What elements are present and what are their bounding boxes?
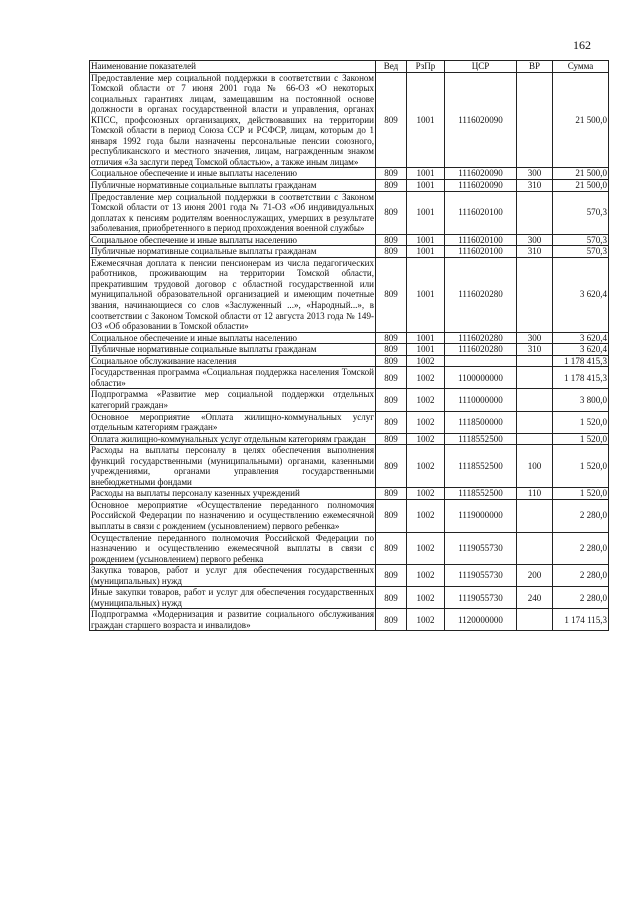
table-row [90,332,609,344]
table-row [90,191,609,234]
row-vr-cell [517,72,553,168]
row-rzpr-cell: 1001 [407,246,445,258]
row-name-cell: Ежемесячная доплата к пенсии пенсионерам из числа педагогических работников, проживающим на территории Томской области, прекратившим трудовой договор с областной государственной или муниципальной образовательной организацией и имеющим почетные звания, начинающиеся со слов «Заслуженный ...», «Народный...», в соответствии с Законом Томской области от 12 августа 2013 года № 149-ОЗ «Об образовании в Томской области» [91,257,374,332]
row-ved-cell: 809 [376,445,407,488]
row-rzpr-cell: 1001 [407,72,445,168]
row-ved-cell: 809 [376,389,407,411]
table-row [90,344,609,356]
row-vr-cell [517,499,553,532]
row-vr-cell [517,411,553,433]
row-name-cell: Социальное обеспечение и иные выплаты населению [90,234,376,246]
row-name-cell: Расходы на выплаты персоналу казенных учреждений [90,488,376,500]
row-name-cell: Расходы на выплаты персоналу в целях обеспечения выполнения функций государственными (муниципальными) органами, казенными учреждениями, органами управления государственными внебюджетными фондами [91,445,374,487]
row-name-cell: Социальное обеспечение и иные выплаты населению [90,332,376,344]
row-rzpr-cell: 1002 [407,587,445,609]
row-name-cell: Публичные нормативные социальные выплаты гражданам [90,180,376,192]
table-row [90,389,609,411]
row-ved-cell: 809 [376,609,407,631]
row-ved-cell: 809 [376,367,407,389]
table-row [90,433,609,445]
row-csr-cell: 1119055730 [445,532,517,565]
table-row [90,609,609,631]
row-rzpr-cell: 1001 [407,168,445,180]
row-rzpr-cell: 1002 [407,532,445,565]
row-sum-cell: 1 178 415,3 [553,355,609,367]
row-rzpr-cell: 1001 [407,234,445,246]
table-row [90,411,609,433]
row-ved-cell: 809 [376,587,407,609]
row-vr-cell [517,257,553,332]
row-csr-cell: 1100000000 [445,367,517,389]
table-row [90,565,609,587]
row-csr-cell: 1116020090 [445,180,517,192]
row-ved-cell: 809 [376,499,407,532]
table-row [90,72,609,168]
row-csr-cell: 1119055730 [445,565,517,587]
row-name-cell: Публичные нормативные социальные выплаты гражданам [90,344,376,356]
row-sum-cell: 2 280,0 [553,565,609,587]
row-ved-cell: 809 [376,246,407,258]
row-sum-cell: 1 520,0 [553,411,609,433]
row-rzpr-cell: 1001 [407,191,445,234]
row-ved-cell: 809 [376,411,407,433]
row-ved-cell: 809 [376,532,407,565]
row-csr-cell: 1116020100 [445,234,517,246]
row-rzpr-cell: 1002 [407,367,445,389]
row-sum-cell: 1 520,0 [553,433,609,445]
table-row [90,246,609,258]
row-vr-cell: 310 [517,344,553,356]
row-sum-cell: 2 280,0 [553,532,609,565]
table-row [90,355,609,367]
row-rzpr-cell: 1002 [407,499,445,532]
row-vr-cell [517,433,553,445]
row-csr-cell: 1116020100 [445,246,517,258]
row-vr-cell [517,609,553,631]
row-rzpr-cell: 1001 [407,180,445,192]
row-csr-cell: 1116020280 [445,257,517,332]
header-sum: Сумма [553,61,609,73]
table-row [90,532,609,565]
row-vr-cell: 240 [517,587,553,609]
row-sum-cell: 1 520,0 [553,445,609,488]
row-csr-cell: 1118552500 [445,433,517,445]
row-sum-cell: 2 280,0 [553,587,609,609]
row-ved-cell: 809 [376,565,407,587]
row-csr-cell: 1116020280 [445,332,517,344]
row-name-cell: Социальное обеспечение и иные выплаты населению [90,168,376,180]
row-vr-cell: 300 [517,332,553,344]
table-row [90,488,609,500]
row-ved-cell: 809 [376,433,407,445]
row-sum-cell: 3 800,0 [553,389,609,411]
row-csr-cell: 1120000000 [445,609,517,631]
row-rzpr-cell: 1002 [407,411,445,433]
row-ved-cell: 809 [376,332,407,344]
row-rzpr-cell: 1001 [407,344,445,356]
row-sum-cell: 570,3 [553,246,609,258]
row-vr-cell [517,355,553,367]
row-sum-cell: 3 620,4 [553,344,609,356]
table-row [90,587,609,609]
row-name-cell: Основное мероприятие «Оплата жилищно-коммунальных услуг отдельным категориям граждан» [91,411,374,433]
row-rzpr-cell: 1002 [407,433,445,445]
budget-table [89,60,609,631]
header-name: Наименование показателей [90,61,376,73]
row-name-cell: Государственная программа «Социальная поддержка населения Томской области» [91,367,374,388]
row-rzpr-cell: 1002 [407,488,445,500]
header-csr: ЦСР [445,61,517,73]
row-csr-cell [445,355,517,367]
row-vr-cell [517,191,553,234]
row-sum-cell: 2 280,0 [553,499,609,532]
row-name-cell: Предоставление мер социальной поддержки в соответствии с Законом Томской области от 7 июня 2001 года № 66-ОЗ «О некоторых социальных гарантиях лицам, замещавшим на постоянной основе должности в органах государственной власти и управления, органах КПСС, профсоюзных организациях, действовавших на территории Томской области в период Союза ССР и РСФСР, лицам, которым до 1 января 1992 года были назначены персональные пенсии союзного, республиканского и местного значения, лицам, награжденным знаком отличия «За заслуги перед Томской областью», а также иным лицам» [91,72,374,167]
row-csr-cell: 1116020090 [445,72,517,168]
row-vr-cell: 200 [517,565,553,587]
row-ved-cell: 809 [376,344,407,356]
header-vr: ВР [517,61,553,73]
row-sum-cell: 570,3 [553,191,609,234]
row-sum-cell: 1 174 115,3 [553,609,609,631]
row-vr-cell [517,367,553,389]
row-ved-cell: 809 [376,488,407,500]
row-sum-cell: 3 620,4 [553,332,609,344]
row-csr-cell: 1118500000 [445,411,517,433]
table-row [90,168,609,180]
row-csr-cell: 1116020280 [445,344,517,356]
row-vr-cell: 300 [517,234,553,246]
row-rzpr-cell: 1002 [407,609,445,631]
row-vr-cell [517,532,553,565]
row-name-cell: Публичные нормативные социальные выплаты гражданам [90,246,376,258]
row-sum-cell: 21 500,0 [553,180,609,192]
table-row [90,257,609,332]
row-sum-cell: 21 500,0 [553,72,609,168]
row-rzpr-cell: 1002 [407,445,445,488]
row-name-cell: Иные закупки товаров, работ и услуг для обеспечения государственных (муниципальных) нужд [91,587,374,608]
row-name-cell: Основное мероприятие «Осуществление переданного полномочия Российской Федерации по назначению и осуществлению ежемесячной выплаты в связи с рождением (усыновлением) первого ребенка» [91,499,374,531]
row-name-cell: Социальное обслуживание населения [90,355,376,367]
table-row [90,234,609,246]
row-rzpr-cell: 1001 [407,332,445,344]
row-name-cell: Предоставление мер социальной поддержки в соответствии с Законом Томской области от 13 июня 2001 года № 71-ОЗ «Об индивидуальных доплатах к пенсиям родителям военнослужащих, умерших в результате заболевания, приобретенного в период прохождения военной службы» [91,191,374,234]
row-sum-cell: 570,3 [553,234,609,246]
header-ved: Вед [376,61,407,73]
table-row [90,499,609,532]
row-name-cell: Закупка товаров, работ и услуг для обеспечения государственных (муниципальных) нужд [91,565,374,586]
row-vr-cell [517,389,553,411]
row-name-cell: Осуществление переданного полномочия Российской Федерации по назначению и осуществлению ежемесячной выплаты в связи с рождением (усыновлением) первого ребенка [91,532,374,564]
row-rzpr-cell: 1002 [407,389,445,411]
row-vr-cell: 110 [517,488,553,500]
row-ved-cell: 809 [376,168,407,180]
row-ved-cell: 809 [376,355,407,367]
table-row [90,180,609,192]
table-header-row [90,61,609,73]
header-rzpr: РзПр [407,61,445,73]
row-rzpr-cell: 1002 [407,355,445,367]
row-name-cell: Оплата жилищно-коммунальных услуг отдельным категориям граждан [90,433,376,445]
row-sum-cell: 21 500,0 [553,168,609,180]
row-csr-cell: 1118552500 [445,488,517,500]
row-csr-cell: 1116020100 [445,191,517,234]
row-rzpr-cell: 1002 [407,565,445,587]
row-csr-cell: 1118552500 [445,445,517,488]
row-rzpr-cell: 1001 [407,257,445,332]
row-sum-cell: 3 620,4 [553,257,609,332]
row-csr-cell: 1119055730 [445,587,517,609]
row-ved-cell: 809 [376,180,407,192]
row-name-cell: Подпрограмма «Развитие мер социальной поддержки отдельных категорий граждан» [91,389,374,410]
page-number: 162 [573,38,591,52]
row-vr-cell: 310 [517,246,553,258]
table-row [90,367,609,389]
row-sum-cell: 1 178 415,3 [553,367,609,389]
row-ved-cell: 809 [376,257,407,332]
row-csr-cell: 1116020090 [445,168,517,180]
row-vr-cell: 300 [517,168,553,180]
row-vr-cell: 100 [517,445,553,488]
row-csr-cell: 1110000000 [445,389,517,411]
row-name-cell: Подпрограмма «Модернизация и развитие социального обслуживания граждан старшего возраста и инвалидов» [91,609,374,630]
row-ved-cell: 809 [376,191,407,234]
row-csr-cell: 1119000000 [445,499,517,532]
table-row [90,445,609,488]
row-ved-cell: 809 [376,234,407,246]
row-sum-cell: 1 520,0 [553,488,609,500]
row-vr-cell: 310 [517,180,553,192]
row-ved-cell: 809 [376,72,407,168]
